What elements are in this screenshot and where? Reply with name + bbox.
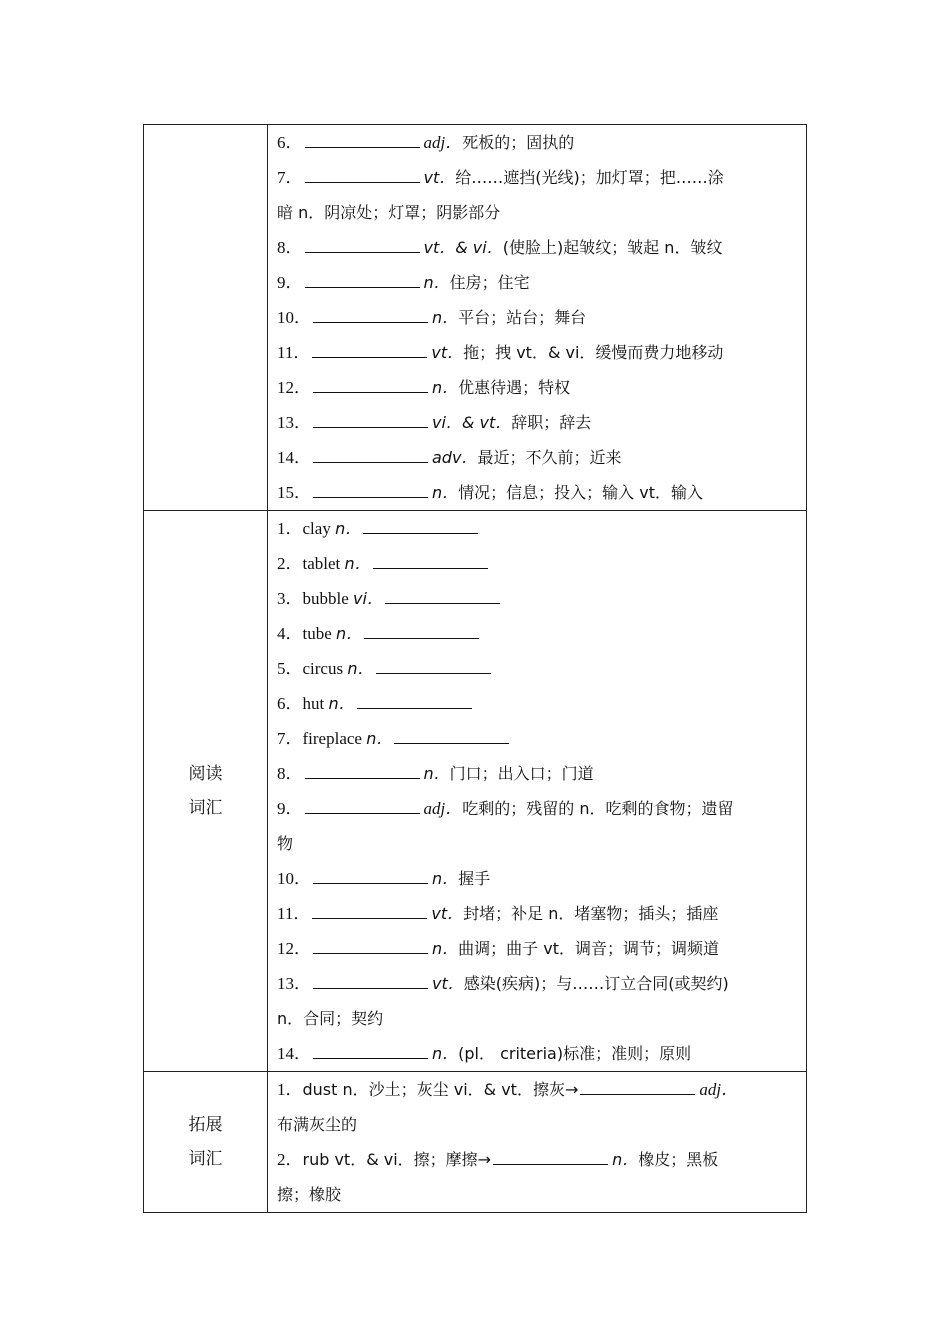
answer-blank	[305, 270, 420, 288]
vocab-item	[277, 861, 796, 896]
answer-blank	[376, 656, 491, 674]
item-word: clay	[302, 519, 331, 538]
item-number: 10．	[277, 869, 311, 888]
section-row-2	[144, 511, 807, 1072]
part-of-speech: adj．	[699, 1080, 739, 1099]
part-of-speech: n．	[432, 378, 459, 397]
answer-blank	[313, 305, 428, 323]
section-row-3	[144, 1072, 807, 1213]
vocab-item	[277, 440, 796, 475]
part-of-speech: vt．	[423, 168, 456, 187]
answer-blank	[313, 866, 428, 884]
vocab-item	[277, 335, 796, 370]
part-of-speech: vt．	[432, 974, 464, 993]
item-head: rub vt．& vi．擦；摩擦→	[302, 1150, 492, 1169]
answer-blank	[357, 691, 472, 709]
item-head: dust n．沙土；灰尘 vi．& vt．擦灰→	[302, 1080, 579, 1099]
vocab-item	[277, 546, 796, 581]
item-number: 15．	[277, 483, 311, 502]
answer-blank	[313, 410, 428, 428]
item-word: tablet	[302, 554, 341, 573]
item-meaning: 平台；站台；舞台	[458, 308, 587, 327]
item-meaning: 拖；拽 vt．& vi．缓慢而费力地移动	[463, 343, 724, 362]
item-meaning: 辞职；辞去	[511, 413, 592, 432]
item-meaning: (使脸上)起皱纹；皱起 n．皱纹	[502, 238, 723, 257]
vocab-item	[277, 966, 796, 1001]
answer-blank	[493, 1147, 608, 1165]
part-of-speech: vi．	[353, 589, 383, 608]
vocab-item-continued	[277, 826, 796, 861]
item-meaning: 死板的；固执的	[462, 133, 575, 152]
item-number: 1．	[277, 1080, 303, 1099]
part-of-speech: n．	[432, 308, 459, 327]
answer-blank	[312, 340, 427, 358]
item-meaning: 吃剩的；残留的 n．吃剩的食物；遗留	[462, 799, 734, 818]
vocab-item	[277, 721, 796, 756]
item-continuation: n．合同；契约	[277, 1009, 384, 1028]
vocab-item	[277, 125, 796, 160]
answer-blank	[363, 516, 478, 534]
item-number: 8．	[277, 764, 303, 783]
item-number: 9．	[277, 273, 303, 292]
part-of-speech: n．	[612, 1150, 639, 1169]
item-meaning: 给……遮挡(光线)；加灯罩；把……涂	[455, 168, 724, 187]
vocab-item	[277, 1036, 796, 1071]
answer-blank	[305, 130, 420, 148]
item-number: 7．	[277, 729, 303, 748]
part-of-speech: adj．	[423, 799, 463, 818]
part-of-speech: adv．	[432, 448, 478, 467]
answer-blank	[394, 726, 509, 744]
answer-blank	[312, 901, 427, 919]
item-meaning: 门口；出入口；门道	[449, 764, 594, 783]
item-meaning: 封堵；补足 n．堵塞物；插头；插座	[463, 904, 719, 923]
part-of-speech: n．	[432, 483, 459, 502]
part-of-speech: vt．	[431, 343, 464, 362]
vocab-item-continued	[277, 195, 796, 230]
item-number: 11．	[277, 343, 311, 362]
vocab-item-continued	[277, 1177, 796, 1212]
vocab-item	[277, 475, 796, 510]
item-word: hut	[302, 694, 325, 713]
part-of-speech: n．	[344, 554, 371, 573]
item-number: 13．	[277, 974, 311, 993]
part-of-speech: n．	[328, 694, 355, 713]
vocab-item	[277, 686, 796, 721]
section-label	[144, 125, 268, 511]
part-of-speech: n．	[432, 939, 459, 958]
item-meaning: 握手	[458, 869, 491, 888]
item-number: 2．	[277, 1150, 303, 1169]
answer-blank	[313, 480, 428, 498]
vocab-item	[277, 1072, 796, 1107]
part-of-speech: n．	[432, 869, 459, 888]
item-number: 10．	[277, 308, 311, 327]
part-of-speech: vi．& vt．	[432, 413, 512, 432]
answer-blank	[580, 1077, 695, 1095]
item-number: 14．	[277, 1044, 311, 1063]
vocab-item	[277, 756, 796, 791]
part-of-speech: n．	[423, 764, 450, 783]
answer-blank	[313, 375, 428, 393]
vocab-item	[277, 300, 796, 335]
item-word: circus	[302, 659, 344, 678]
vocab-item	[277, 931, 796, 966]
item-number: 6．	[277, 133, 303, 152]
answer-blank	[305, 165, 420, 183]
vocab-item	[277, 405, 796, 440]
answer-blank	[313, 936, 428, 954]
answer-blank	[313, 971, 428, 989]
answer-blank	[373, 551, 488, 569]
item-number: 1．	[277, 519, 303, 538]
item-meaning: 优惠待遇；特权	[458, 378, 571, 397]
item-meaning: (pl． criteria)标准；准则；原则	[458, 1044, 692, 1063]
item-continuation: 暗 n．阴凉处；灯罩；阴影部分	[277, 203, 501, 222]
answer-blank	[305, 761, 420, 779]
answer-blank	[313, 1041, 428, 1059]
vocab-item	[277, 616, 796, 651]
vocabulary-table	[143, 124, 807, 1213]
item-number: 12．	[277, 378, 311, 397]
part-of-speech: n．	[347, 659, 374, 678]
part-of-speech: vt．	[431, 904, 464, 923]
part-of-speech: n．	[423, 273, 450, 292]
section-label	[144, 511, 268, 1072]
vocab-item	[277, 1142, 796, 1177]
item-word: bubble	[302, 589, 349, 608]
section-content	[268, 511, 807, 1072]
answer-blank	[364, 621, 479, 639]
item-number: 14．	[277, 448, 311, 467]
item-number: 11．	[277, 904, 311, 923]
section-row-1	[144, 125, 807, 511]
item-meaning: 情况；信息；投入；输入 vt．输入	[458, 483, 703, 502]
section-content	[268, 1072, 807, 1213]
item-number: 4．	[277, 624, 303, 643]
section-content	[268, 125, 807, 511]
vocab-item	[277, 265, 796, 300]
item-meaning: 住房；住宅	[449, 273, 530, 292]
answer-blank	[313, 445, 428, 463]
item-continuation: 布满灰尘的	[277, 1115, 358, 1134]
item-number: 2．	[277, 554, 303, 573]
vocab-item	[277, 160, 796, 195]
item-number: 7．	[277, 168, 303, 187]
part-of-speech: n．	[432, 1044, 459, 1063]
part-of-speech: vt．& vi．	[423, 238, 503, 257]
vocab-item	[277, 651, 796, 686]
part-of-speech: n．	[366, 729, 393, 748]
vocab-item	[277, 581, 796, 616]
section-label-line: 词汇	[188, 798, 223, 818]
item-word: fireplace	[302, 729, 362, 748]
item-meaning: 最近；不久前；近来	[477, 448, 622, 467]
part-of-speech: adj．	[423, 133, 463, 152]
item-number: 9．	[277, 799, 303, 818]
answer-blank	[385, 586, 500, 604]
item-number: 6．	[277, 694, 303, 713]
vocab-item	[277, 230, 796, 265]
item-meaning: 曲调；曲子 vt．调音；调节；调频道	[458, 939, 719, 958]
vocab-item-continued	[277, 1001, 796, 1036]
vocab-item	[277, 511, 796, 546]
section-label-line: 拓展	[188, 1115, 223, 1135]
part-of-speech: n．	[335, 519, 362, 538]
item-word: tube	[302, 624, 332, 643]
section-label-line: 阅读	[188, 764, 223, 784]
item-number: 12．	[277, 939, 311, 958]
item-meaning: 感染(疾病)；与……订立合同(或契约)	[463, 974, 729, 993]
item-number: 3．	[277, 589, 303, 608]
item-meaning: 橡皮；黑板	[638, 1150, 719, 1169]
vocab-item	[277, 370, 796, 405]
section-label	[144, 1072, 268, 1213]
item-number: 13．	[277, 413, 311, 432]
vocab-item	[277, 896, 796, 931]
answer-blank	[305, 796, 420, 814]
item-continuation: 物	[277, 834, 294, 853]
vocab-item-continued	[277, 1107, 796, 1142]
item-continuation: 擦；橡胶	[277, 1185, 342, 1204]
section-label-line: 词汇	[188, 1149, 223, 1169]
item-number: 5．	[277, 659, 303, 678]
answer-blank	[305, 235, 420, 253]
vocab-item	[277, 791, 796, 826]
item-number: 8．	[277, 238, 303, 257]
part-of-speech: n．	[336, 624, 363, 643]
